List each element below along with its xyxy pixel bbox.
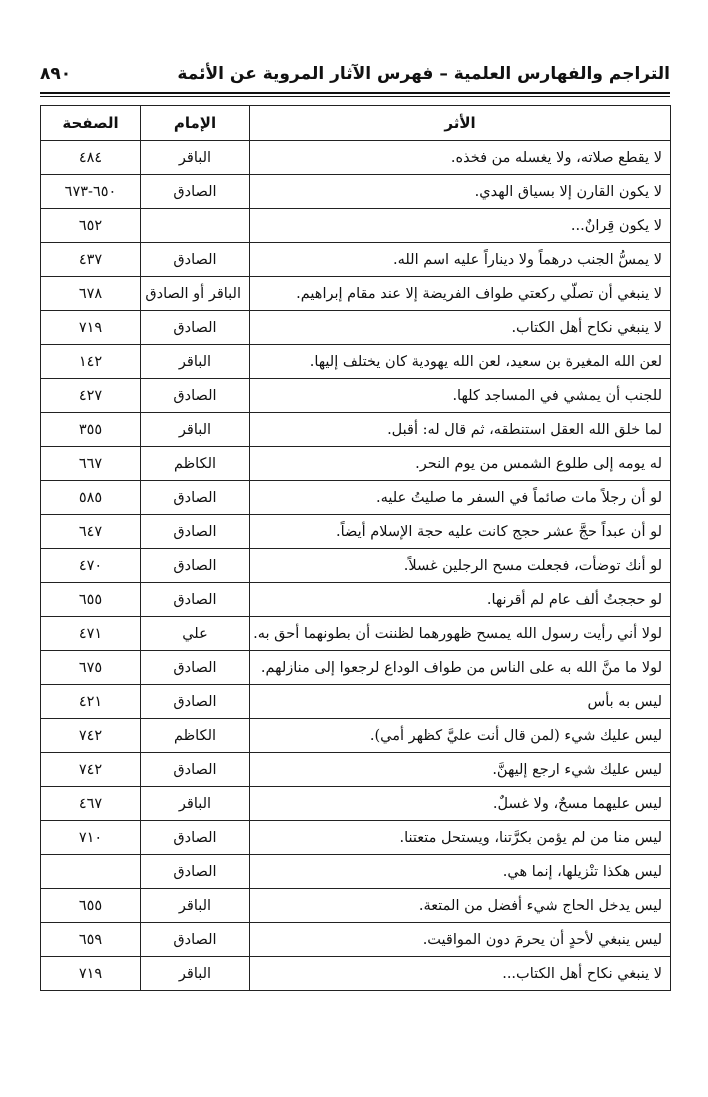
table-row (41, 277, 671, 311)
page-cell: ٤٣٧ (41, 243, 141, 277)
imam-cell: علي (141, 617, 250, 651)
table-row (41, 753, 671, 787)
table-row (41, 413, 671, 447)
athar-cell: ليس منا من لم يؤمن بكرَّتنا، ويستحل متعتنا. (250, 821, 671, 855)
athar-cell: لا يكون القارن إلا بسياق الهدي. (250, 175, 671, 209)
imam-cell: الباقر أو الصادق (141, 277, 250, 311)
table-row (41, 617, 671, 651)
athar-cell: لا يمسُّ الجنب درهماً ولا ديناراً عليه اسم الله. (250, 243, 671, 277)
table-row (41, 175, 671, 209)
table-row (41, 855, 671, 889)
column-header-imam: الإمام (141, 106, 250, 141)
table-row (41, 957, 671, 991)
athar-cell: لما خلق الله العقل استنطقه، ثم قال له: أقبل. (250, 413, 671, 447)
imam-cell: الصادق (141, 923, 250, 957)
column-header-page: الصفحة (41, 106, 141, 141)
imam-cell: الصادق (141, 651, 250, 685)
athar-cell: لولا أني رأيت رسول الله يمسح ظهورهما لظننت أن بطونهما أحق به. (250, 617, 671, 651)
athar-cell: لعن الله المغيرة بن سعيد، لعن الله يهودية كان يختلف إليها. (250, 345, 671, 379)
imam-cell: الصادق (141, 549, 250, 583)
athar-cell: له يومه إلى طلوع الشمس من يوم النحر. (250, 447, 671, 481)
page-cell: ٦٧٨ (41, 277, 141, 311)
athar-cell: ليس عليك شيء ارجع إليهنَّ. (250, 753, 671, 787)
running-header (40, 62, 670, 92)
table-row (41, 345, 671, 379)
page-number: ٨٩٠ (40, 64, 72, 84)
table-row (41, 787, 671, 821)
athar-cell: ليس عليهما مسحٌ، ولا غسلٌ. (250, 787, 671, 821)
page-cell: ٤٢٧ (41, 379, 141, 413)
page-cell (41, 855, 141, 889)
page-cell: ٦٦٧ (41, 447, 141, 481)
imam-cell: الباقر (141, 413, 250, 447)
athar-cell: ليس به بأس (250, 685, 671, 719)
table-row (41, 889, 671, 923)
imam-cell: الكاظم (141, 447, 250, 481)
athar-cell: ليس ينبغي لأحدٍ أن يحرمَ دون المواقيت. (250, 923, 671, 957)
page-cell: ١٤٢ (41, 345, 141, 379)
imam-cell: الكاظم (141, 719, 250, 753)
table-row (41, 243, 671, 277)
page-cell: ٤٧٠ (41, 549, 141, 583)
page-cell: ٤٧١ (41, 617, 141, 651)
athar-cell: لا ينبغي نكاح أهل الكتاب. (250, 311, 671, 345)
athar-cell: لا يكون قِرانٌ... (250, 209, 671, 243)
imam-cell: الصادق (141, 685, 250, 719)
imam-cell: الباقر (141, 787, 250, 821)
athar-cell: ليس هكذا تنْزيلها، إنما هي. (250, 855, 671, 889)
imam-cell: الباقر (141, 345, 250, 379)
imam-cell: الصادق (141, 855, 250, 889)
imam-cell: الباقر (141, 141, 250, 175)
table-row (41, 719, 671, 753)
athar-cell: لو أن رجلاً مات صائماً في السفر ما صليتُ عليه. (250, 481, 671, 515)
table-row (41, 141, 671, 175)
athar-cell: لا ينبغي أن تصلّي ركعتي طواف الفريضة إلا عند مقام إبراهيم. (250, 277, 671, 311)
page-cell: ٤٨٤ (41, 141, 141, 175)
page-cell: ٧١٩ (41, 311, 141, 345)
imam-cell: الصادق (141, 481, 250, 515)
imam-cell: الصادق (141, 175, 250, 209)
page-cell: ٧٤٢ (41, 753, 141, 787)
page-cell: ٣٥٥ (41, 413, 141, 447)
athar-cell: لولا ما منَّ الله به على الناس من طواف الوداع لرجعوا إلى منازلهم. (250, 651, 671, 685)
imam-cell: الصادق (141, 583, 250, 617)
page-cell: ٦٧٥ (41, 651, 141, 685)
athar-index-table (40, 105, 671, 991)
imam-cell: الصادق (141, 379, 250, 413)
athar-cell: لو أن عبداً حجَّ عشر حجج كانت عليه حجة الإسلام أيضاً. (250, 515, 671, 549)
page-cell: ٧٤٢ (41, 719, 141, 753)
imam-cell: الباقر (141, 889, 250, 923)
header-rule (40, 92, 670, 94)
page-cell: ٦٥٩ (41, 923, 141, 957)
column-header-athar: الأثر (250, 106, 671, 141)
athar-cell: لو أنك توضأت، فجعلت مسح الرجلين غسلاً. (250, 549, 671, 583)
table-row (41, 549, 671, 583)
page-cell: ٥٨٥ (41, 481, 141, 515)
table-row (41, 821, 671, 855)
imam-cell: الصادق (141, 515, 250, 549)
table-row (41, 379, 671, 413)
table-row (41, 685, 671, 719)
table-row (41, 209, 671, 243)
imam-cell: الباقر (141, 957, 250, 991)
table-row (41, 447, 671, 481)
page-cell: ٤٢١ (41, 685, 141, 719)
page-cell: ٤٦٧ (41, 787, 141, 821)
table-row (41, 481, 671, 515)
imam-cell (141, 209, 250, 243)
page-cell: ٦٥٠-٦٧٣ (41, 175, 141, 209)
page-cell: ٦٥٥ (41, 583, 141, 617)
table-row (41, 583, 671, 617)
header-rule-thin (40, 96, 670, 97)
athar-cell: للجنب أن يمشي في المساجد كلها. (250, 379, 671, 413)
page-cell: ٦٤٧ (41, 515, 141, 549)
page-cell: ٦٥٢ (41, 209, 141, 243)
table-row (41, 651, 671, 685)
imam-cell: الصادق (141, 243, 250, 277)
athar-cell: لو حججتُ ألف عام لم أقرنها. (250, 583, 671, 617)
page-cell: ٧١٩ (41, 957, 141, 991)
table-header-row (41, 106, 671, 141)
header-title: التراجم والفهارس العلمية – فهرس الآثار المروية عن الأئمة (177, 64, 670, 84)
athar-cell: لا ينبغي نكاح أهل الكتاب... (250, 957, 671, 991)
athar-cell: ليس يدخل الحاج شيء أفضل من المتعة. (250, 889, 671, 923)
table-row (41, 515, 671, 549)
athar-cell: لا يقطع صلاته، ولا يغسله من فخذه. (250, 141, 671, 175)
page-cell: ٧١٠ (41, 821, 141, 855)
imam-cell: الصادق (141, 753, 250, 787)
imam-cell: الصادق (141, 311, 250, 345)
page-cell: ٦٥٥ (41, 889, 141, 923)
athar-cell: ليس عليك شيء (لمن قال أنت عليَّ كظهر أمي). (250, 719, 671, 753)
table-row (41, 311, 671, 345)
table-row (41, 923, 671, 957)
imam-cell: الصادق (141, 821, 250, 855)
